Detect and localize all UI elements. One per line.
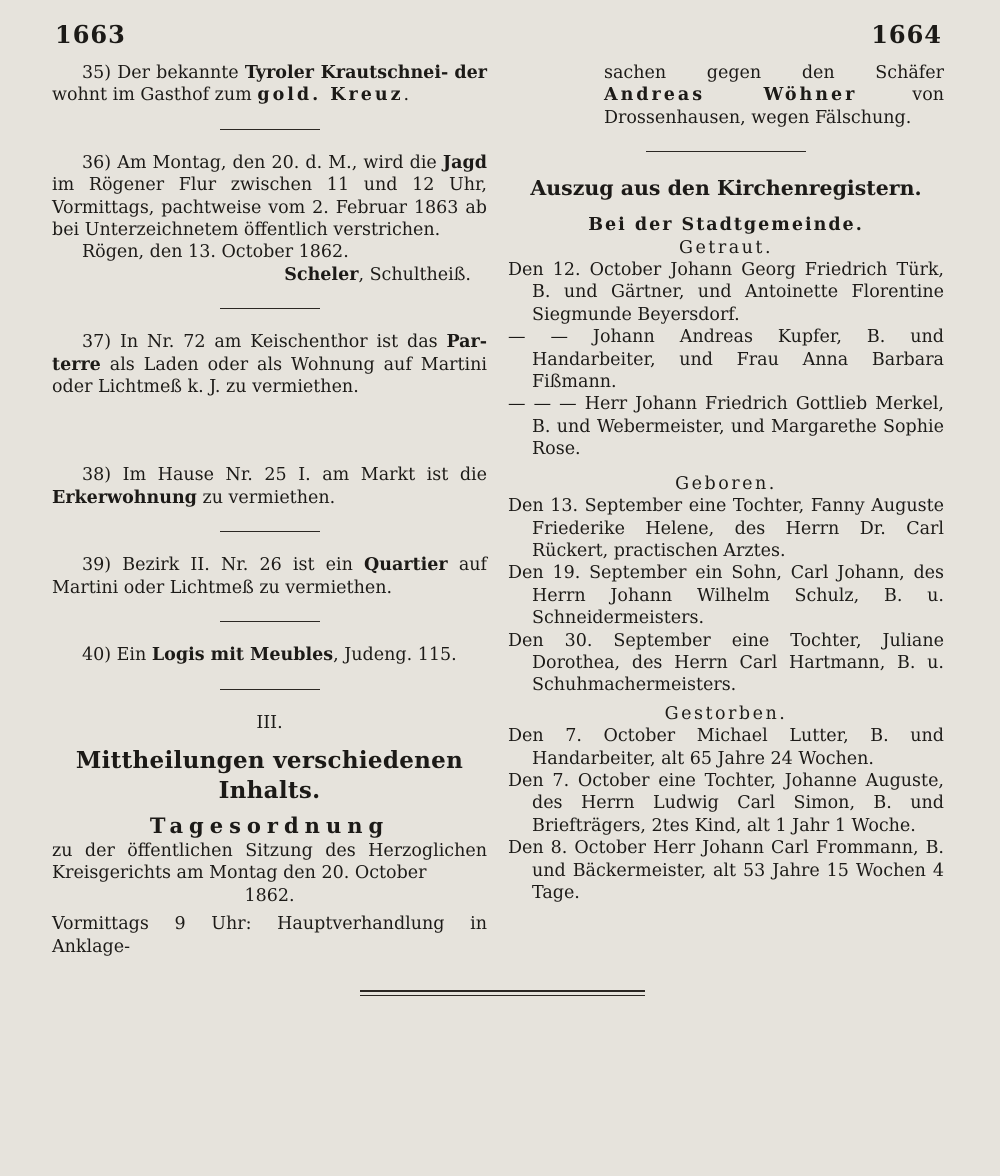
list-item: — — Johann Andreas Kupfer, B. und Handarbeiter, und Frau Anna Barbara Fißmann. bbox=[508, 327, 944, 393]
married-heading: Getraut. bbox=[678, 237, 774, 258]
section-title: Mittheilungen verschiedenen Inhalts. bbox=[75, 746, 464, 804]
church-register-title: Auszug aus den Kirchenregistern. bbox=[530, 176, 922, 201]
page-number-left: 1663 bbox=[55, 20, 126, 49]
notice-36-signature: Scheler, Schultheiß. bbox=[284, 264, 471, 285]
born-list bbox=[508, 495, 944, 697]
list-item: Den 19. September ein Sohn, Carl Johann, des Herrn Johann Wilhelm Schulz, B. u. Schneidermeisters. bbox=[508, 563, 944, 629]
notice-35: 35) Der bekannte Tyroler Krautschnei- der wohnt im Gasthof zum gold. Kreuz. bbox=[52, 63, 487, 106]
right-column bbox=[508, 62, 944, 904]
married-list bbox=[508, 259, 944, 461]
agenda-item: Vormittags 9 Uhr: Hauptverhandlung in Anklage- bbox=[52, 914, 487, 957]
list-item: — — — Herr Johann Friedrich Gottlieb Merkel, B. und Webermeister, und Margarethe Sophie Rose. bbox=[508, 394, 944, 460]
born-heading: Geboren. bbox=[675, 473, 777, 494]
parish-heading: Bei der Stadtgemeinde. bbox=[588, 215, 864, 236]
list-item: Den 13. September eine Tochter, Fanny Auguste Friederike Helene, des Herrn Dr. Carl Rückert, practischen Arztes. bbox=[508, 496, 944, 561]
notice-36: 36) Am Montag, den 20. d. M., wird die Jagd im Rögener Flur zwischen 11 und 12 Uhr, Vormittags, pachtweise vom 2. Februar 1863 ab bei Unterzeichnetem öffentlich verstrichen. bbox=[52, 152, 487, 241]
notice-36-keyword: Jagd bbox=[442, 152, 487, 173]
notice-37: 37) In Nr. 72 am Keischenthor ist das Par- terre als Laden oder als Wohnung auf Martini oder Lichtmeß k. J. zu vermiethen. bbox=[52, 332, 487, 398]
notice-36-place-date: Rögen, den 13. October 1862. bbox=[82, 242, 349, 263]
agenda-title: Tagesordnung bbox=[149, 812, 390, 838]
list-item: Den 8. October Herr Johann Carl Frommann, B. und Bäckermeister, alt 53 Jahre 15 Wochen 4 Tage. bbox=[508, 838, 944, 903]
list-item: Den 7. October eine Tochter, Johanne Auguste, des Herrn Ludwig Carl Simon, B. und Briefträgers, 2tes Kind, alt 1 Jahr 1 Woche. bbox=[508, 770, 944, 836]
notice-40: 40) Ein Logis mit Meubles, Judeng. 115. bbox=[82, 645, 457, 666]
agenda-year: 1862. bbox=[244, 885, 295, 906]
notice-35-name: Tyroler Krautschnei- bbox=[244, 63, 449, 83]
list-item: Den 7. October Michael Lutter, B. und Handarbeiter, alt 65 Jahre 24 Wochen. bbox=[508, 726, 944, 769]
closing-double-rule bbox=[360, 990, 645, 996]
died-list bbox=[508, 725, 944, 904]
agenda-subtitle: zu der öffentlichen Sitzung des Herzoglichen Kreisgerichts am Montag den 20. October bbox=[52, 840, 487, 884]
left-column bbox=[52, 62, 487, 958]
notice-38: 38) Im Hause Nr. 25 I. am Markt ist die Erkerwohnung zu vermiethen. bbox=[52, 465, 487, 508]
list-item: Den 12. October Johann Georg Friedrich Türk, B. und Gärtner, und Antoinette Florentine Siegmunde Beyersdorf. bbox=[508, 260, 944, 325]
notice-39: 39) Bezirk II. Nr. 26 ist ein Quartier auf Martini oder Lichtmeß zu vermiethen. bbox=[52, 555, 487, 598]
section-numeral: III. bbox=[256, 712, 283, 733]
list-item: Den 30. September eine Tochter, Juliane Dorothea, des Herrn Carl Hartmann, B. u. Schuhmachermeisters. bbox=[508, 630, 944, 696]
continuation-text: sachen gegen den Schäfer Andreas Wöhner von Drossenhausen, wegen Fälschung. bbox=[604, 63, 944, 128]
page-number-right: 1664 bbox=[871, 20, 942, 49]
died-heading: Gestorben. bbox=[664, 703, 788, 724]
